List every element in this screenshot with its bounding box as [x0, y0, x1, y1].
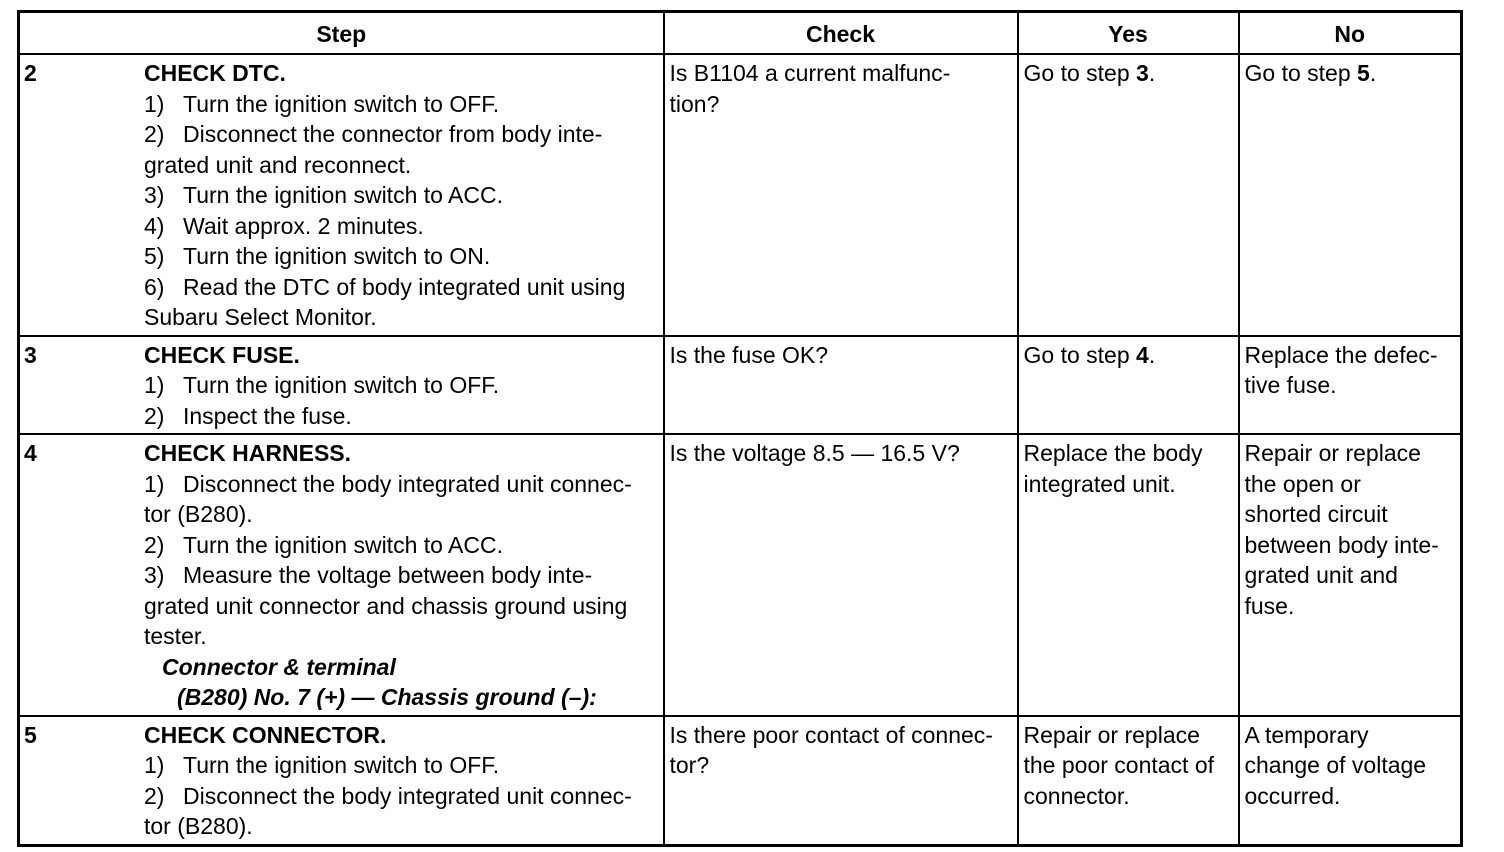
step-number: 4: [24, 440, 37, 466]
header-step: Step: [19, 12, 664, 55]
substep: 2) Turn the ignition switch to ACC.: [144, 531, 504, 558]
step-cell: [19, 336, 664, 435]
yes-cell: Go to step 3.: [1018, 54, 1239, 336]
yes-cell: Repair or replace the poor contact of connector.: [1018, 716, 1239, 846]
table-row: [19, 54, 1462, 336]
header-no: No: [1239, 12, 1462, 55]
step-cell: [19, 54, 664, 336]
no-cell: A temporary change of voltage occurred.: [1239, 716, 1462, 846]
step-title: CHECK CONNECTOR.: [144, 721, 387, 748]
check-cell: Is the fuse OK?: [664, 336, 1018, 435]
substep: 2) Disconnect the connector from body inte-: [144, 121, 603, 147]
substep: 1) Turn the ignition switch to OFF.: [144, 372, 500, 398]
step-cell: [19, 716, 664, 846]
step-number: 5: [24, 721, 37, 748]
substep: 4) Wait approx. 2 minutes.: [144, 212, 424, 239]
substep: 2) Inspect the fuse.: [144, 402, 352, 429]
substep-continuation: tor (B280).: [144, 501, 253, 527]
substep: 3) Measure the voltage between body inte-: [144, 562, 593, 588]
substep: 1) Turn the ignition switch to OFF.: [144, 90, 500, 117]
header-yes: Yes: [1018, 12, 1239, 55]
substep: 1) Turn the ignition switch to OFF.: [144, 752, 500, 778]
substep: 5) Turn the ignition switch to ON.: [144, 243, 491, 269]
no-cell: Go to step 5.: [1239, 54, 1462, 336]
yes-cell: Replace the body integrated unit.: [1018, 434, 1239, 716]
table-row: [19, 716, 1462, 846]
no-cell: Replace the defec- tive fuse.: [1239, 336, 1462, 435]
substep: 2) Disconnect the body integrated unit connec-: [144, 782, 632, 809]
header-row: [19, 12, 1462, 55]
step-number: 2: [24, 60, 37, 86]
check-cell: Is the voltage 8.5 — 16.5 V?: [664, 434, 1018, 716]
substep: 1) Disconnect the body integrated unit connec-: [144, 470, 632, 497]
step-title: CHECK DTC.: [144, 60, 286, 86]
table-row: [19, 336, 1462, 435]
yes-cell: Go to step 4.: [1018, 336, 1239, 435]
substep-continuation: tester.: [144, 623, 207, 649]
no-cell: Repair or replace the open or shorted circuit between body inte- grated unit and fuse.: [1239, 434, 1462, 716]
diagnostic-table: [17, 10, 1463, 847]
substep: 6) Read the DTC of body integrated unit using: [144, 273, 626, 300]
substep: 3) Turn the ignition switch to ACC.: [144, 182, 504, 208]
step-cell: [19, 434, 664, 716]
substep-continuation: grated unit and reconnect.: [144, 151, 412, 178]
step-number: 3: [24, 341, 37, 368]
spec-value: (B280) No. 7 (+) — Chassis ground (–):: [177, 684, 597, 710]
step-title: CHECK FUSE.: [144, 341, 300, 368]
substep-continuation: tor (B280).: [144, 813, 253, 839]
check-cell: Is there poor contact of connec- tor?: [664, 716, 1018, 846]
spec-label: Connector & terminal: [162, 653, 396, 680]
substep-continuation: grated unit connector and chassis ground using: [144, 592, 628, 619]
header-check: Check: [664, 12, 1018, 55]
check-cell: Is B1104 a current malfunc- tion?: [664, 54, 1018, 336]
table-row: [19, 434, 1462, 716]
step-title: CHECK HARNESS.: [144, 440, 352, 466]
substep-continuation: Subaru Select Monitor.: [144, 304, 377, 330]
